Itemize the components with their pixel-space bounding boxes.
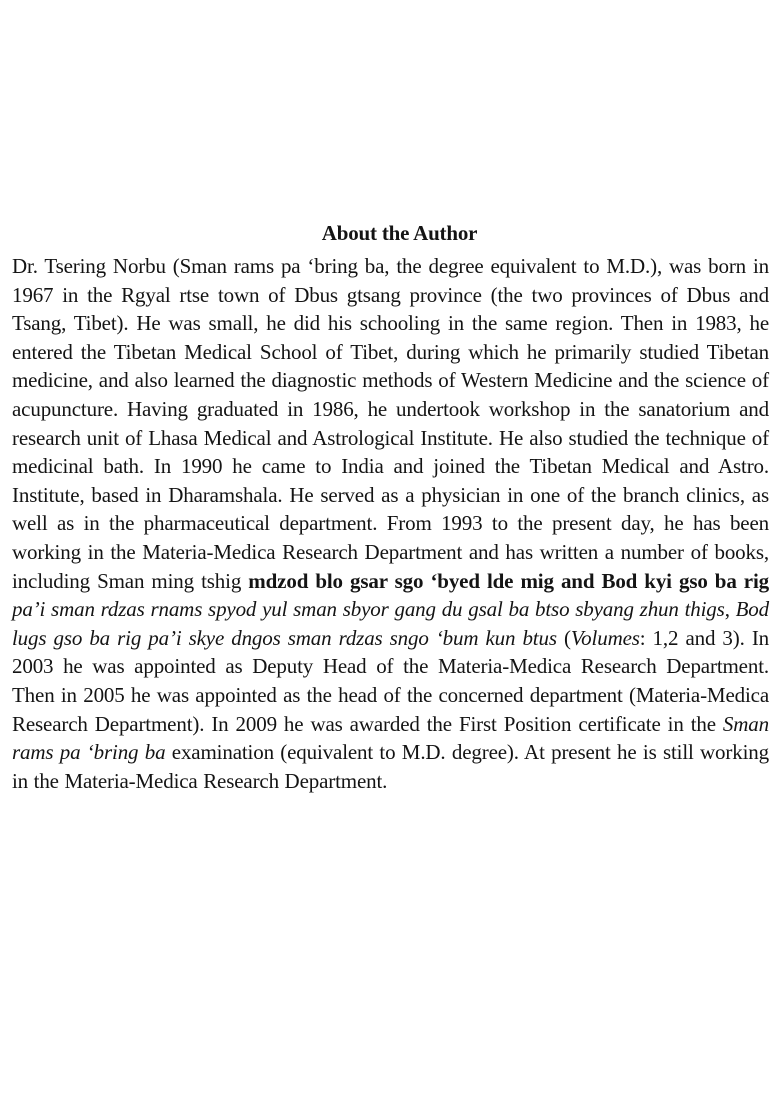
bio-text: examination (equivalent to M.D. degree). At present he is still working in the Materia-Medica Research Department. — [12, 740, 769, 793]
book-title-italic: pa’i sman rdzas rnams spyod yul sman sbyor gang du gsal ba btso sbyang zhun thigs — [12, 597, 725, 622]
volumes-label: Volumes — [570, 625, 640, 650]
bio-text: ( — [556, 625, 571, 650]
degree-name-italic: Sman rams pa ‘bring ba — [12, 711, 769, 765]
book-title-italic: Bod lugs gso ba rig pa’i skye dngos sman rdzas sngo ‘bum kun btus — [12, 597, 770, 650]
author-bio-paragraph — [12, 252, 769, 795]
bio-text: , — [724, 597, 736, 622]
page — [12, 218, 769, 795]
bio-text: Dr. Tsering Norbu (Sman rams pa ‘bring ba, the degree equivalent to M.D.), was born in 1967 in the Rgyal rtse town of Dbus gtsang province (the two provinces of Dbus and Tsang, Tibet). He was small, he did his schooling in the same region. Then in 1983, he entered the Tibetan Medical School of Tibet, during which he primarily studied Tibetan medicine, and also learned the diagnostic methods of Western Medicine and the science of acupuncture. Having graduated in 1986, he undertook workshop in the sanatorium and research unit of Lhasa Medical and Astrological Institute. He also studied the technique of medicinal bath. In 1990 he came to India and joined the Tibetan Medical and Astro. Institute, based in Dharamshala. He served as a physician in one of the branch clinics, as well as in the pharmaceutical department. From 1993 to the present day, he has been working in the Materia-Medica Research Department and has written a number of books, including Sman ming tshig — [12, 254, 769, 593]
book-title-bold: mdzod blo gsar sgo ‘byed lde mig and Bod kyi gso ba rig — [248, 568, 769, 593]
section-heading: About the Author — [321, 221, 478, 245]
bio-text: : 1,2 and 3). In 2003 he was appointed as Deputy Head of the Materia-Medica Research Department. Then in 2005 he was appointed as the head of the concerned department (Materia-Medica Research Department). In 2009 he was awarded the First Position certificate in the — [12, 625, 770, 736]
